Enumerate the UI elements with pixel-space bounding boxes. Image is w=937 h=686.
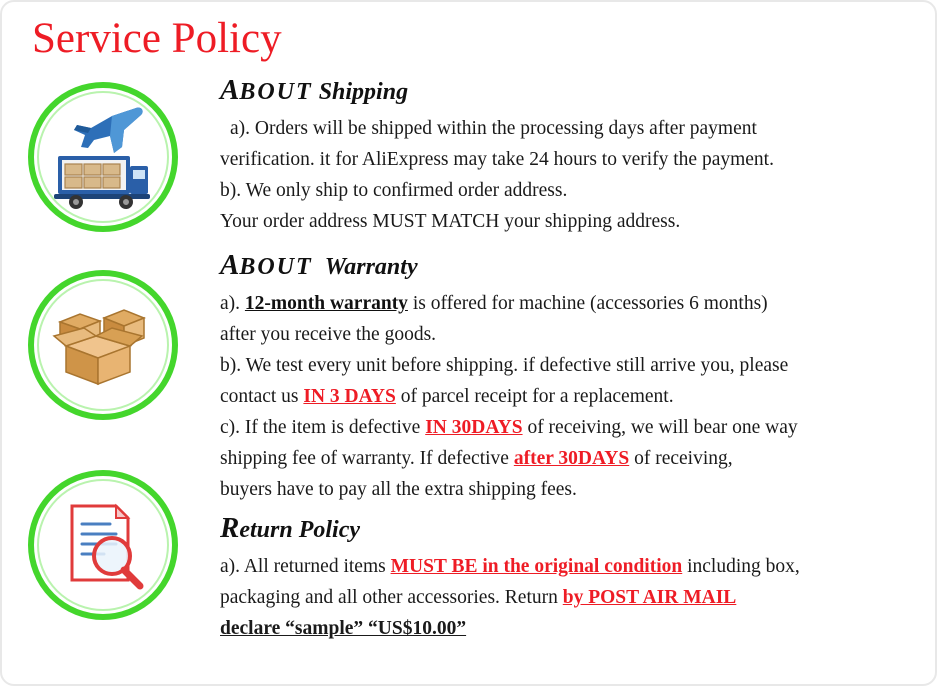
- warranty-line-7: buyers have to pay all the extra shipping fees.: [220, 479, 577, 500]
- document-magnifier-icon: [46, 488, 160, 602]
- warranty-line-5: c). If the item is defective IN 30DAYS of receiving, we will bear one way: [220, 417, 798, 438]
- shipping-line-2: verification. it for AliExpress may take 24 hours to verify the payment.: [220, 149, 774, 170]
- heading-return: Return Policy: [220, 512, 360, 544]
- shipping-line-3: b). We only ship to confirmed order address.: [220, 180, 568, 201]
- airplane-truck-shipping-icon: [46, 100, 160, 214]
- cardboard-boxes-icon: [46, 288, 160, 402]
- warranty-line-3: b). We test every unit before shipping. if defective still arrive you, please: [220, 355, 789, 376]
- shipping-icon-badge: [28, 82, 178, 232]
- return-line-3: declare “sample” “US$10.00”: [220, 618, 467, 639]
- warranty-line-4: contact us IN 3 DAYS of parcel receipt for a replacement.: [220, 386, 674, 407]
- warranty-line-2: after you receive the goods.: [220, 324, 437, 345]
- shipping-line-4: Your order address MUST MATCH your shipping address.: [220, 211, 681, 232]
- page-title: Service Policy: [32, 15, 282, 62]
- policy-text: [220, 74, 926, 644]
- heading-warranty: ABOUT Warranty: [220, 249, 418, 281]
- return-line-2: packaging and all other accessories. Return by POST AIR MAIL: [220, 587, 737, 608]
- return-line-1: a). All returned items MUST BE in the original condition including box,: [220, 556, 800, 577]
- return-icon-badge: [28, 470, 178, 620]
- warranty-line-1: a). 12-month warranty is offered for machine (accessories 6 months): [220, 293, 768, 314]
- heading-shipping: ABOUT Shipping: [220, 74, 409, 106]
- warranty-icon-badge: [28, 270, 178, 420]
- warranty-line-6: shipping fee of warranty. If defective after 30DAYS of receiving,: [220, 448, 733, 469]
- shipping-line-1: a). Orders will be shipped within the processing days after payment: [230, 118, 757, 139]
